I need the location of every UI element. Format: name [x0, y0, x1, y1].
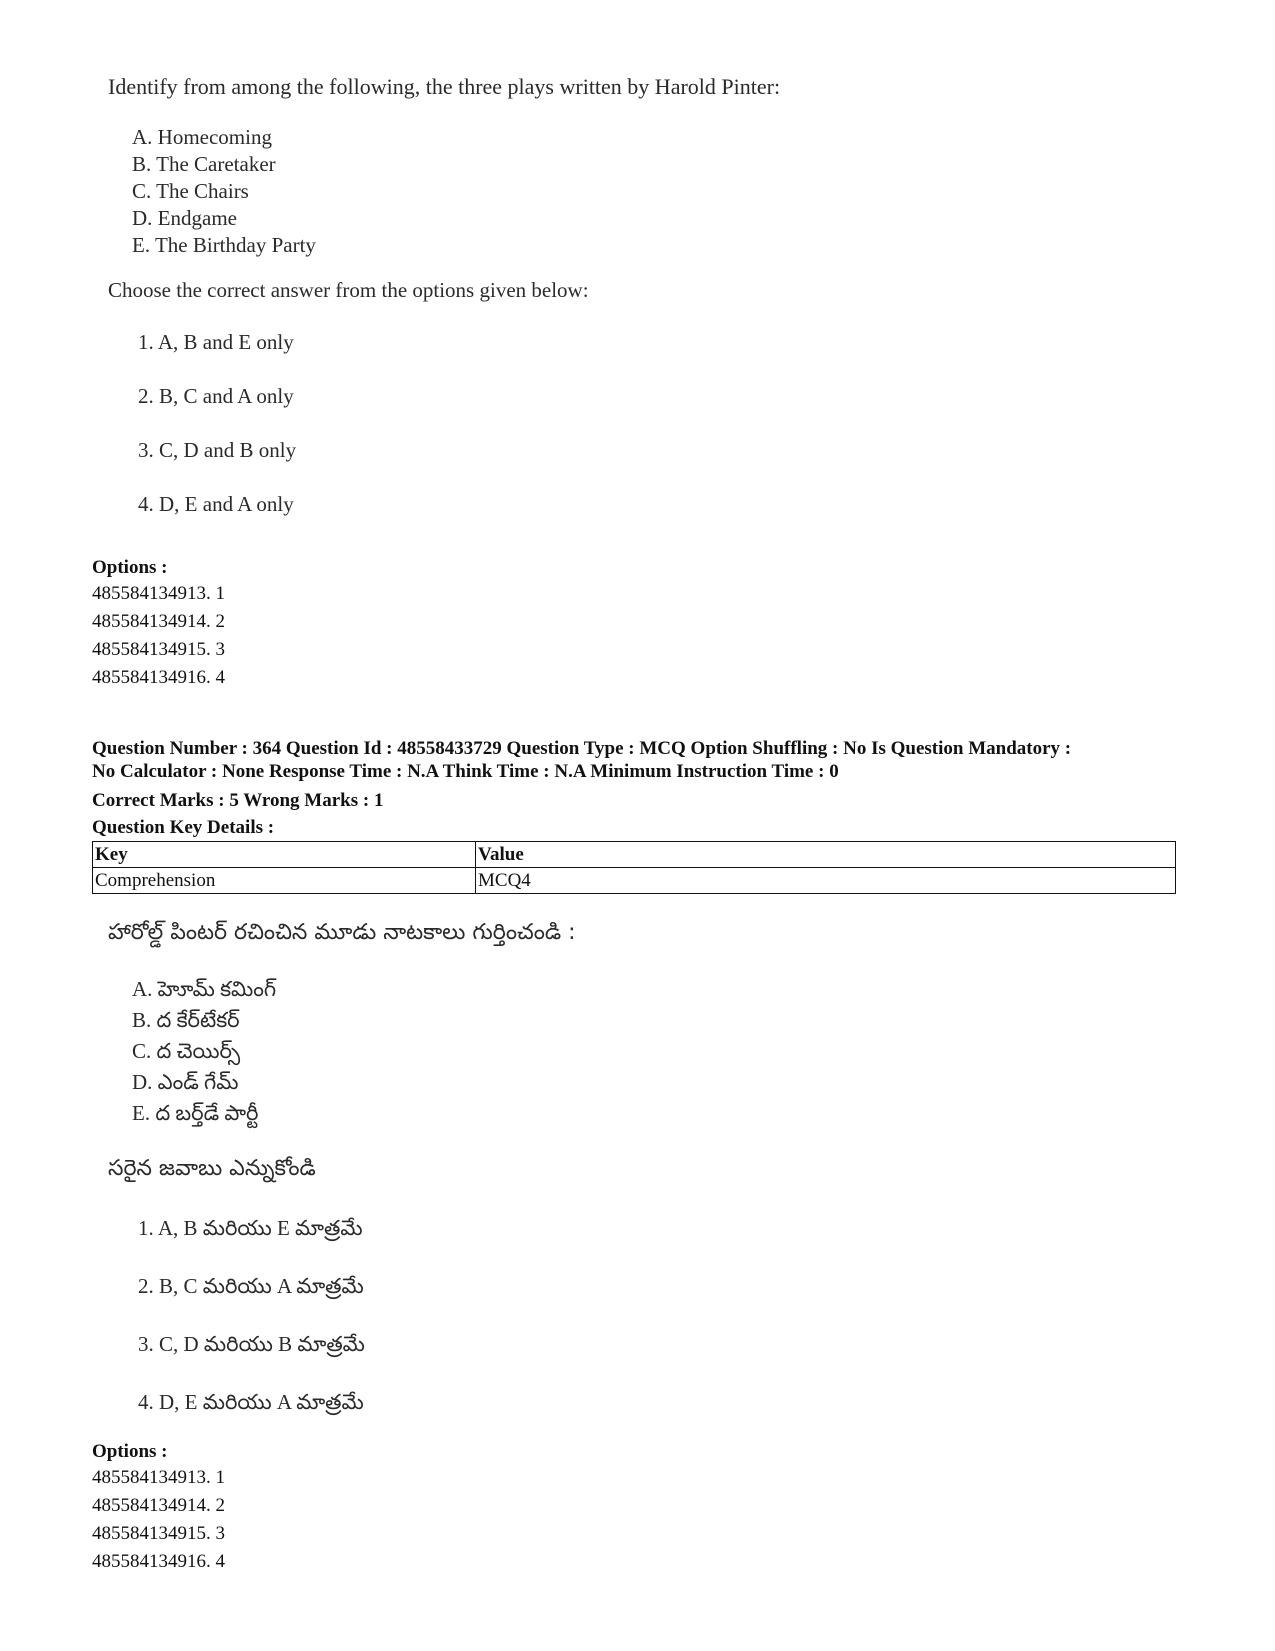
answer-choices [138, 1214, 365, 1446]
list-item: B. The Caretaker [132, 152, 276, 176]
play-list [132, 974, 276, 1129]
list-item: E. ద బర్త్‌డే పార్టీ [132, 1101, 259, 1125]
answer-choices [138, 328, 296, 544]
question-info-line: No Calculator : None Response Time : N.A Think Time : N.A Minimum Instruction Time : 0 [92, 761, 839, 782]
option-item: 485584134914. 2 [92, 1495, 225, 1516]
option-item: 485584134916. 4 [92, 667, 225, 688]
list-item: C. ద చెయిర్స్ [132, 1039, 241, 1063]
table-row [93, 868, 1176, 894]
question-stem: Identify from among the following, the three plays written by Harold Pinter: [108, 74, 781, 99]
option-item: 485584134915. 3 [92, 1523, 225, 1544]
answer-choice: 3. C, D మరియు B మాత్రమే [138, 1332, 365, 1356]
table-header-cell: Value [476, 842, 1176, 868]
answer-choice: 1. A, B and E only [138, 330, 294, 354]
table-cell: Comprehension [93, 868, 476, 894]
list-item: C. The Chairs [132, 179, 249, 203]
options-heading: Options : [92, 557, 168, 578]
option-item: 485584134914. 2 [92, 611, 225, 632]
table-header-row [93, 842, 1176, 868]
option-item: 485584134913. 1 [92, 583, 225, 604]
marks-line: Correct Marks : 5 Wrong Marks : 1 [92, 790, 384, 811]
list-item: E. The Birthday Party [132, 233, 316, 257]
answer-choice: 2. B, C మరియు A మాత్రమే [138, 1274, 364, 1298]
options-section [92, 556, 225, 692]
answer-choice: 3. C, D and B only [138, 438, 297, 462]
options-list [92, 580, 225, 692]
list-item: D. Endgame [132, 206, 237, 230]
question-stem: హారోల్డ్ పింటర్ రచించిన మూడు నాటకాలు గుర్తించండి : [108, 920, 576, 945]
options-heading: Options : [92, 1441, 168, 1462]
answer-choice: 4. D, E మరియు A మాత్రమే [138, 1390, 364, 1414]
answer-prompt: Choose the correct answer from the options given below: [108, 278, 589, 302]
list-item: D. ఎండ్ గేమ్ [132, 1070, 239, 1094]
options-section [92, 1440, 225, 1576]
option-item: 485584134916. 4 [92, 1551, 225, 1572]
question-info-line: Question Number : 364 Question Id : 48558433729 Question Type : MCQ Option Shuffling : No Is Question Mandatory : [92, 738, 1072, 759]
options-list [92, 1464, 225, 1576]
option-item: 485584134913. 1 [92, 1467, 225, 1488]
list-item: B. ద కేర్‌టేకర్ [132, 1008, 240, 1032]
key-details-heading: Question Key Details : [92, 817, 275, 838]
key-details-table [92, 841, 1176, 894]
play-list [132, 124, 316, 259]
list-item: A. Homecoming [132, 125, 272, 149]
option-item: 485584134915. 3 [92, 639, 225, 660]
answer-choice: 2. B, C and A only [138, 384, 294, 408]
answer-prompt: సరైన జవాబు ఎన్నుకోండి [108, 1156, 316, 1181]
table-header-cell: Key [93, 842, 476, 868]
question-info [92, 737, 1192, 783]
answer-choice: 4. D, E and A only [138, 492, 294, 516]
list-item: A. హెూమ్ కమింగ్ [132, 977, 277, 1001]
table-cell: MCQ4 [476, 868, 1176, 894]
answer-choice: 1. A, B మరియు E మాత్రమే [138, 1216, 363, 1240]
